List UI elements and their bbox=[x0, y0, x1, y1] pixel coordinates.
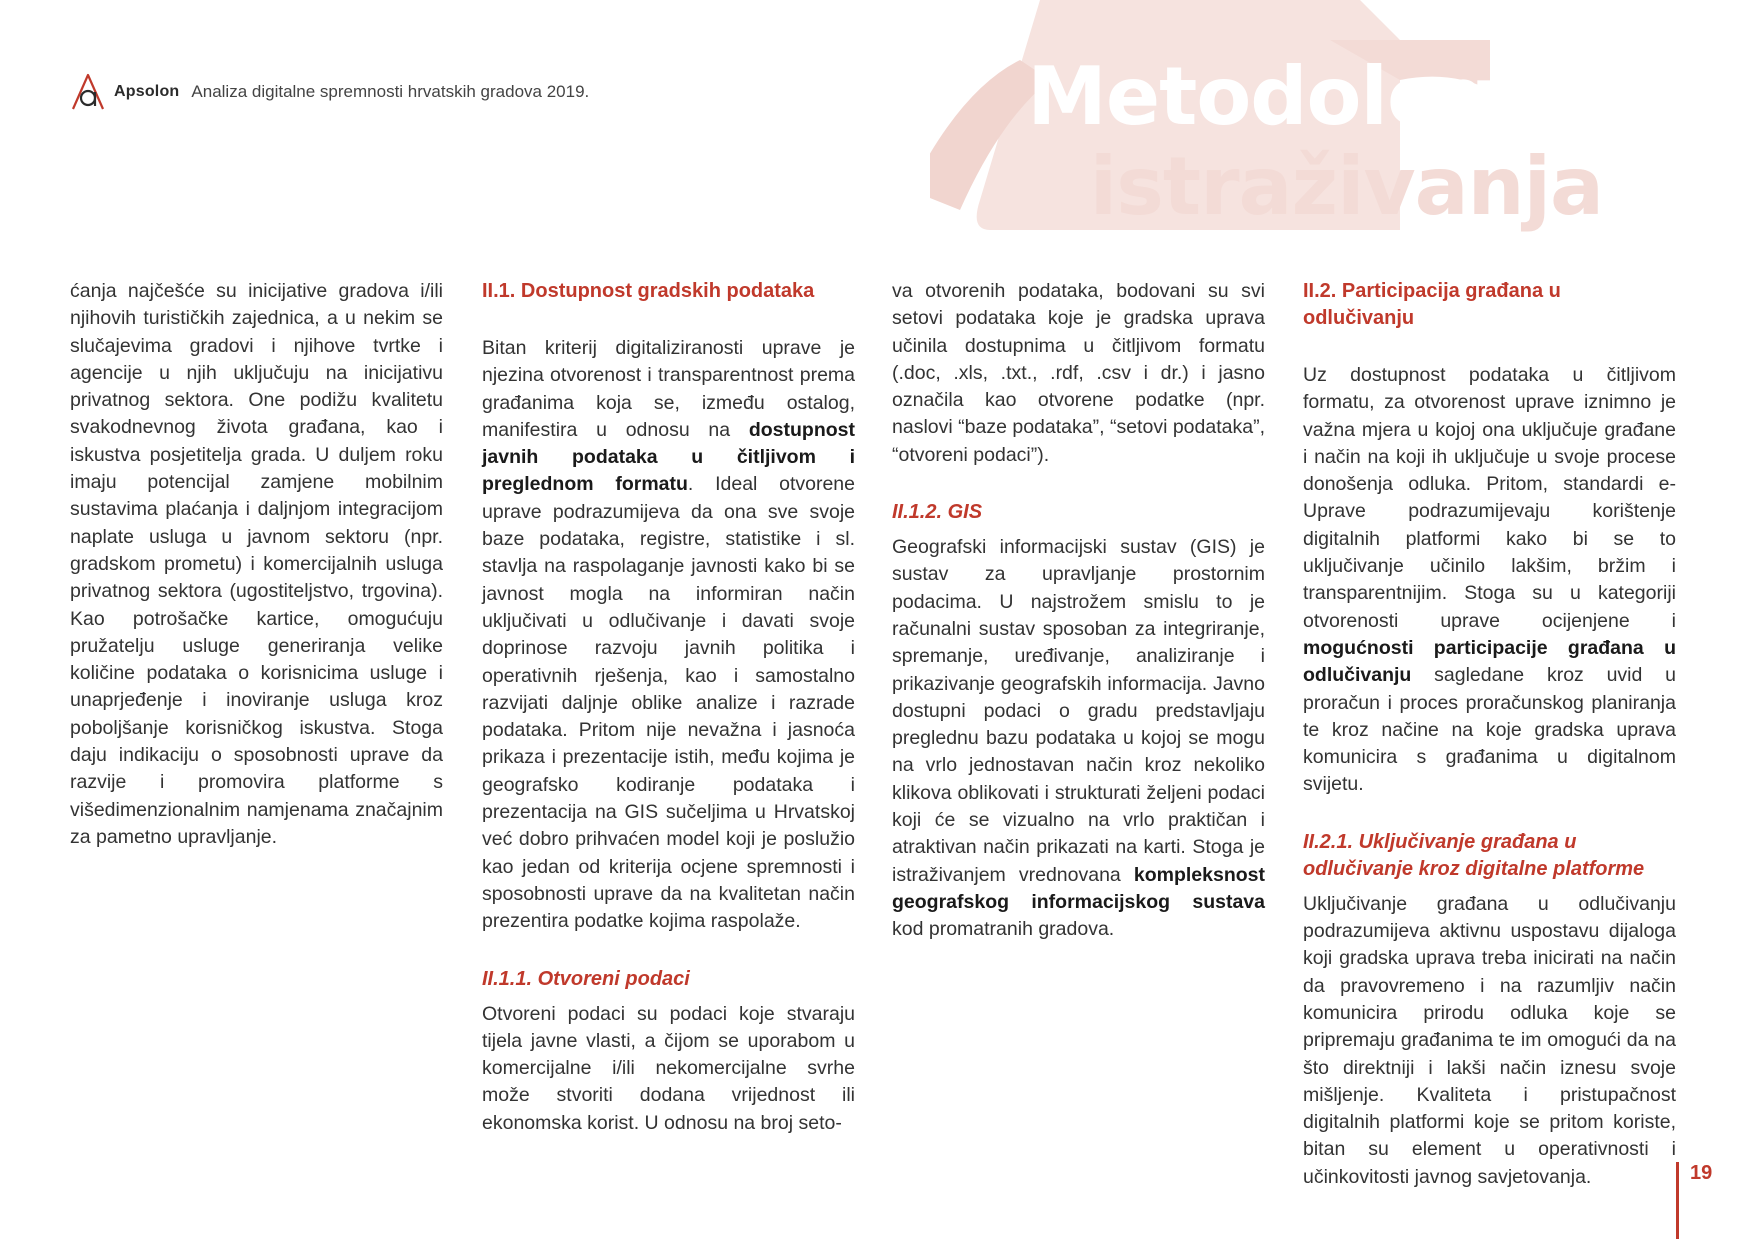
brand-name: Apsolon bbox=[114, 83, 180, 100]
page-number-rule bbox=[1676, 1162, 1679, 1239]
chapter-title-line1: Metodologija bbox=[1027, 50, 1603, 143]
paragraph-text: Geografski informacijski sustav (GIS) je sustav za upravljanje prostornim podacima. U najstrožem smislu to je računalni sustav sposoban za integriranje, spremanje, uređivanje, analiziranje i prikazivanje geografskih informacija. Javno dostupni podaci o gradu predstavljaju preglednu bazu podataka u kojoj se mogu na vrlo jednostavan način kroz nekoliko klikova oblikovati i strukturati željeni podaci koji će se vizualno na vrlo praktičan i atraktivan način prikazati na karti. Stoga je istraživanjem vrednovana bbox=[892, 536, 1265, 886]
page-header bbox=[70, 70, 589, 114]
paragraph-text: . Ideal otvorene uprave podrazumijeva da ona sve svoje baze podataka, registre, statistike i sl. stavlja na raspolaganje javnosti kako bi se javnost mogla na informiran način uključivati u odlučivanje i davati svoje doprinose razvoju javnih politika i operativnih rješenja, kao i samostalno razvijati daljnje oblike analize i razrade podataka. Pritom nije nevažna i jasnoća prikaza i prezentacije istih, među kojima je geografsko kodiranje podataka i prezentacija na GIS sučeljima u Hrvatskoj već dobro prihvaćen model koji je poslužio kao jedan od kriterija ocjene spremnosti i sposobnosti uprave da na kvalitetan način prezentira podatke kojima raspolaže. bbox=[482, 473, 855, 933]
paragraph-emphasis: mogućnosti participacije građana u odlučivanju bbox=[1303, 636, 1676, 687]
paragraph-text: Bitan kriterij digitaliziranosti uprave je njezina otvorenost i transparentnost prema građanima koja se, između ostalog, manifestira u odnosu na bbox=[482, 337, 855, 441]
paragraph-text: sagledane kroz uvid u proračun i proces proračunskog planiranja te kroz načine na koje gradska uprava komunicira s građanima u digitalnom svijetu. bbox=[1303, 664, 1676, 796]
subsection-heading: II.2.1. Uključivanje građana u odlučivanje kroz digitalne platforme bbox=[1303, 830, 1645, 880]
paragraph bbox=[482, 335, 855, 936]
paragraph-emphasis: kompleksnost geografskog informacijskog sustava bbox=[892, 863, 1265, 913]
text-column-1 bbox=[70, 278, 443, 851]
paragraph-emphasis: dostupnost javnih podataka u čitljivom i preglednom formatu bbox=[482, 418, 855, 496]
apsolon-logo-icon bbox=[70, 72, 106, 112]
paragraph: va otvorenih podataka, bodovani su svi setovi podataka koje je gradska uprava učinila dostupnima u čitljivom formatu (.doc, .xls, .txt., .rdf, .csv i dr.) i jasno označila kao otvorene podatke (npr. naslovi “baze podataka”, “setovi podataka”, “otvoreni podaci”). bbox=[892, 280, 1265, 466]
section-heading: II.1. Dostupnost gradskih podataka bbox=[482, 280, 815, 302]
text-column-3 bbox=[892, 278, 1265, 944]
paragraph-text: kod promatranih gradova. bbox=[892, 918, 1115, 941]
document-title: Analiza digitalne spremnosti hrvatskih gradova 2019. bbox=[191, 82, 590, 101]
text-column-2 bbox=[482, 278, 855, 1137]
subsection-heading: II.1.2. GIS bbox=[892, 501, 983, 524]
chapter-title bbox=[1027, 52, 1603, 232]
paragraph: ćanja najčešće su inicijative gradova i/ili njihovih turističkih zajednica, a u nekim se slučajevima gradovi i njihove tvrtke i agencije u njih uključuju na inicijativu privatnog sektora. One podižu kvalitetu svakodnevnog života građana, kao i iskustva posjetitelja grada. U duljem roku imaju potencijal zamjene mobilnim sustavima plaćanja i daljnjom integracijom naplate usluga u javnom sektoru (npr. gradskom prometu) i komercijalnih usluga privatnog sektora (ugostiteljstvo, trgovina). Kao potrošačke kartice, omogućuju pružatelju usluge generiranja velike količine podataka o korisnicima usluge i unaprjeđenje i inoviranje usluga kroz poboljšanje korisničkog iskustva. Stoga daju indikaciju o sposobnosti uprave da razvije i promovira platforme s višedimenzionalnim namjenama značajnim za pametno upravljanje. bbox=[70, 280, 443, 848]
text-column-4 bbox=[1303, 278, 1676, 1191]
paragraph-text: Uz dostupnost podataka u čitljivom formatu, za otvorenost uprave iznimno je važna mjera u kojoj ona uključuje građane i način na koji ih uključuje u svoje procese donošenja odluka. Pritom, standardi e-Uprave podrazumijevaju korištenje digitalnih platformi kako bi se to uključivanje učinilo lakšim, bržim i transparentnijim. Stoga su u kategoriji otvorenosti uprave ocijenjene i bbox=[1303, 364, 1676, 632]
subsection-heading: II.1.1. Otvoreni podaci bbox=[482, 967, 690, 990]
section-heading: II.2. Participacija građana u odlučivanju bbox=[1303, 280, 1561, 329]
paragraph bbox=[1303, 362, 1676, 799]
chapter-title-line2: istraživanja bbox=[1089, 140, 1603, 233]
paragraph: Uključivanje građana u odlučivanju podrazumijeva aktivnu uspostavu dijaloga koji gradska uprava treba inicirati na način da pravovremeno i na razumljiv način komunicira prirodu odluka koje se pripremaju građanima te im omogući da na što direktniji i lakši način iznesu svoje mišljenje. Kvaliteta i pristupačnost digitalnih platformi koje se pritom koriste, bitan su element u operativnosti i učinkovitosti javnog savjetovanja. bbox=[1303, 892, 1676, 1188]
paragraph bbox=[892, 534, 1265, 943]
page-number: 19 bbox=[1690, 1162, 1713, 1184]
paragraph: Otvoreni podaci su podaci koje stvaraju tijela javne vlasti, a čijom se uporabom u komercijalne i/ili nekomercijalne svrhe može stvoriti dodana vrijednost ili ekonomska korist. U odnosu na broj seto- bbox=[482, 1002, 855, 1134]
